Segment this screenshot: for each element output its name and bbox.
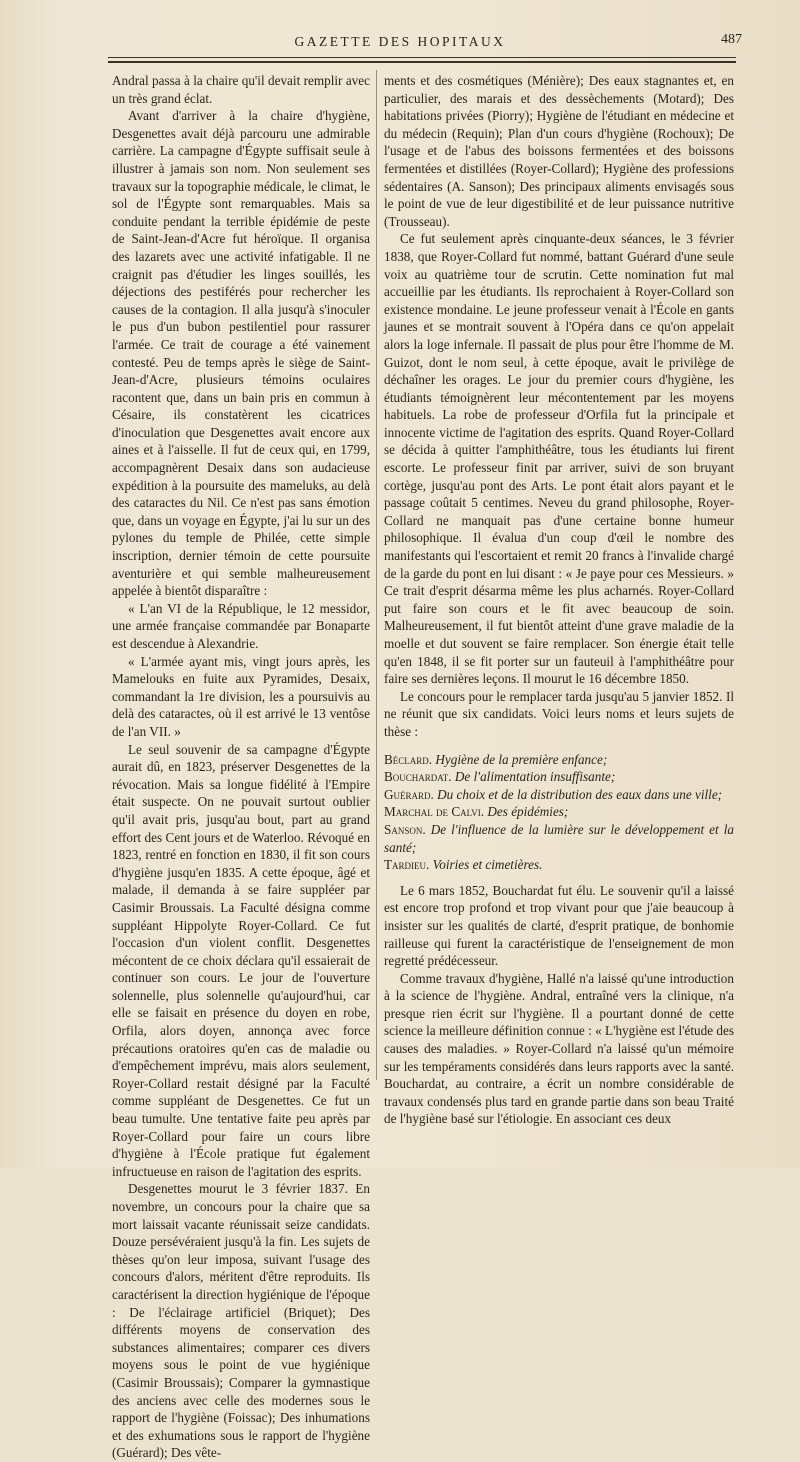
quotation: « L'an VI de la République, le 12 messidor, une armée française commandée par Bonaparte est descendue à Alexandrie. — [112, 600, 370, 651]
thesis-item — [384, 803, 734, 821]
page-header — [0, 28, 800, 58]
candidate-name: Sanson. — [384, 821, 426, 837]
candidate-name: Tardieu. — [384, 857, 430, 873]
thesis-item — [384, 768, 734, 786]
header-rule-thin — [108, 57, 736, 58]
paragraph: Le concours pour le remplacer tarda jusqu'au 5 janvier 1852. Il ne réunit que six candidats. Voici leurs noms et leurs sujets de thèse : — [384, 688, 734, 739]
thesis-item — [384, 821, 734, 856]
paragraph: Desgenettes mourut le 3 février 1837. En novembre, un concours pour la chaire que sa mort laissait vacante réunissait seize candidats. Douze persévéraient jusqu'à la fin. Les sujets de thèses qu'on leur imposa, suivant l'usage des concours d'alors, méritent d'être reproduits. Ils caractérisent la direction hygiénique de l'époque : De l'éclairage artificiel (Briquet); Des différents moyens de conservation des substances alimentaires; comparer ces divers moyens sous le point de vue hygiénique (Casimir Broussais); Comparer la gymnastique des anciens avec celle des modernes sous le rapport de l'hygiène (Foissac); Des inhumations et des exhumations sous le rapport de l'hygiène (Guérard); Des vête- — [112, 1181, 370, 1461]
paragraph: ments et des cosmétiques (Ménière); Des eaux stagnantes et, en particulier, des marais et des dessèchements (Motard); Des habitations privées (Piorry); Hygiène de l'étudiant en médecine et du médecin (Requin); Plan d'un cours d'hygiène (Rochoux); De l'usage et de l'abus des boissons fermentées et des boissons fermentées et distillées (Royer-Collard); Hygiène des professions sédentaires (A. Sanson); Des principaux aliments envisagés sous le point de vue de leur digestibilité et de leur puissance nutritive (Trousseau). — [384, 73, 734, 229]
paragraph: Comme travaux d'hygiène, Hallé n'a laissé qu'une introduction à la science de l'hygiène. Andral, entraîné vers la clinique, n'a presque rien écrit sur l'hygiène. Il a pourtant donné de cette science la meilleure définition connue : « L'hygiène est l'étude des causes des maladies. » Royer-Collard n'a laissé qu'un mémoire sur les tempéraments considérés dans leurs rapports avec la santé. Bouchardat, au contraire, a écrit un nombre considérable de travaux condensés plus tard en grande partie dans son beau Traité de l'hygiène basé sur l'étiologie. En associant ces deux — [384, 970, 734, 1127]
thesis-subject: Hygiène de la première enfance; — [435, 751, 608, 767]
right-column — [384, 72, 734, 1128]
thesis-subject: De l'influence de la lumière sur le développement et la santé; — [384, 821, 734, 855]
paragraph: Avant d'arriver à la chaire d'hygiène, Desgenettes avait déjà parcouru une admirable carrière. La campagne d'Égypte suffisait seule à illustrer à jamais son nom. Non seulement ses travaux sur la topographie médicale, le climat, le sol de l'Égypte sont remarquables. Mais sa conduite pendant la terrible épidémie de peste de Saint-Jean-d'Acre fut héroïque. Il organisa des lazarets avec une activité infatigable. Il ne craignit pas d'étudier les linges souillés, les déjections des pestiférés pour rechercher les causes de la contagion. Il alla jusqu'à s'inoculer le pus d'un bubon pestilentiel pour rassurer l'armée. Ce trait de courage a été vainement contesté. Peu de temps après le siège de Saint-Jean-d'Acre, plusieurs témoins oculaires racontent que, dans un bain pris en commun à Césaire, ils constatèrent les cicatrices d'inoculation que Desgenettes avait encore aux aines et à l'aisselle. Il fut de ceux qui, en 1799, accompagnèrent Desaix dans son audacieuse expédition à la poursuite des mameluks, au delà des cataractes du Nil. Ce n'est pas sans émotion que, dans un voyage en Égypte, j'ai lu sur un des pylones du temple de Philée, cette simple inscription, dernier témoin de cette poursuite aventurière et qui semble malheureusement appelée à bientôt disparaître : — [112, 108, 370, 599]
left-column — [112, 72, 370, 1462]
paragraph: Andral passa à la chaire qu'il devait remplir avec un très grand éclat. — [112, 73, 370, 106]
column-divider — [376, 70, 377, 1080]
quotation: « L'armée ayant mis, vingt jours après, les Mamelouks en fuite aux Pyramides, Desaix, commandant la 1re division, les a poursuivis au delà des cataractes, où il est arrivé le 13 ventôse de l'an VII. » — [112, 653, 370, 739]
candidate-name: Marchal de Calvi. — [384, 804, 485, 820]
thesis-subject: De l'alimentation insuffisante; — [454, 769, 616, 785]
journal-title: GAZETTE DES HOPITAUX — [294, 34, 506, 49]
thesis-subject: Du choix et de la distribution des eaux dans une ville; — [437, 786, 723, 802]
paragraph: Le 6 mars 1852, Bouchardat fut élu. Le souvenir qu'il a laissé est encore trop profond et trop vivant pour que j'aie beaucoup à insister sur les qualités de clarté, d'esprit pratique, de bonhomie railleuse qui furent la caractéristique de l'enseignement de mon regretté prédécesseur. — [384, 882, 734, 969]
paragraph: Ce fut seulement après cinquante-deux séances, le 3 février 1838, que Royer-Collard fut nommé, battant Guérard d'une seule voix au quatrième tour de scrutin. Cette nomination fut mal accueillie par les étudiants. Ils reprochaient à Royer-Collard son existence mondaine. Le jeune professeur venait à l'École en gants jaunes et se montrait souvent à l'Opéra dans ce qu'on appelait alors la loge infernale. Il passait de plus pour être l'homme de M. Guizot, dont le nom seul, à cette époque, avait le privilège de déchaîner les orages. Le jour du premier cours d'hygiène, les étudiants témoignèrent leur mécontentement par les moyens habituels. La robe de professeur d'Orfila fut la principale et innocente victime de l'agitation des esprits. Quand Royer-Collard se décida à quitter l'amphithéâtre, tous les étudiants lui firent escorte. Le professeur finit par arriver, suivi de son bruyant cortège, jusqu'au pont des Arts. Le pont était alors payant et le passage coûtait 5 centimes. Neveu du grand philosophe, Royer-Collard ne manquait pas d'une certaine bonne humeur philosophique. Il évalua d'un coup d'œil le nombre des manifestants qui l'escortaient et remit 20 francs à l'invalide chargé de la garde du pont en lui disant : « Je paye pour ces Messieurs. » Ce trait d'esprit désarma même les plus acharnés. Royer-Collard put faire son cours et le fit avec beaucoup de soin. Malheureusement, il fut bientôt atteint d'une grave maladie de la moelle et dut souvent se faire remplacer. Son énergie était telle qu'en 1848, il se fit porter sur un fauteuil à l'amphithéâtre pour faire ses dernières leçons. Il mourut le 16 décembre 1850. — [384, 231, 734, 687]
thesis-subject: Des épidémies; — [487, 804, 569, 820]
thesis-item — [384, 856, 734, 874]
candidate-name: Bouchardat. — [384, 769, 452, 785]
thesis-subject: Voiries et cimetières. — [432, 857, 543, 873]
header-rule-thick — [108, 61, 736, 63]
page-number: 487 — [721, 32, 742, 47]
thesis-list — [384, 751, 734, 874]
candidate-name: Guérard. — [384, 786, 434, 802]
thesis-item — [384, 786, 734, 804]
candidate-name: Béclard. — [384, 751, 433, 767]
paragraph: Le seul souvenir de sa campagne d'Égypte aurait dû, en 1823, préserver Desgenettes de la révocation. Mais sa longue fidélité à l'Empire était suspecte. On ne pouvait surtout oublier qu'il avait pris, jusqu'au bout, part au grand effort des Cent jours et de Waterloo. Révoqué en 1823, rentré en fonction en 1830, il fit son cours d'hygiène jusqu'en 1835. A cette époque, âgé et malade, il demanda à se faire suppléer par Casimir Broussais. La Faculté désigna comme suppléant Hippolyte Royer-Collard. Ce fut l'occasion d'un violent conflit. Desgenettes mécontent de ce choix déclara qu'il essaierait de continuer son cours. Le jour de l'ouverture solennelle, plus solennelle qu'aujourd'hui, car elle se faisait en présence du doyen en robe, Orfila, alors doyen, annonça avec force précautions oratoires qu'en cas de maladie ou d'empêchement imprévu, mais alors seulement, Royer-Collard restait désigné par la Faculté comme suppléant de Desgenettes. Ce fut un beau tumulte. Une tentative faite peu après par Royer-Collard pour faire un cours libre d'hygiène à l'École pratique fut également infructueuse en raison de l'agitation des esprits. — [112, 741, 370, 1179]
thesis-item — [384, 751, 734, 769]
